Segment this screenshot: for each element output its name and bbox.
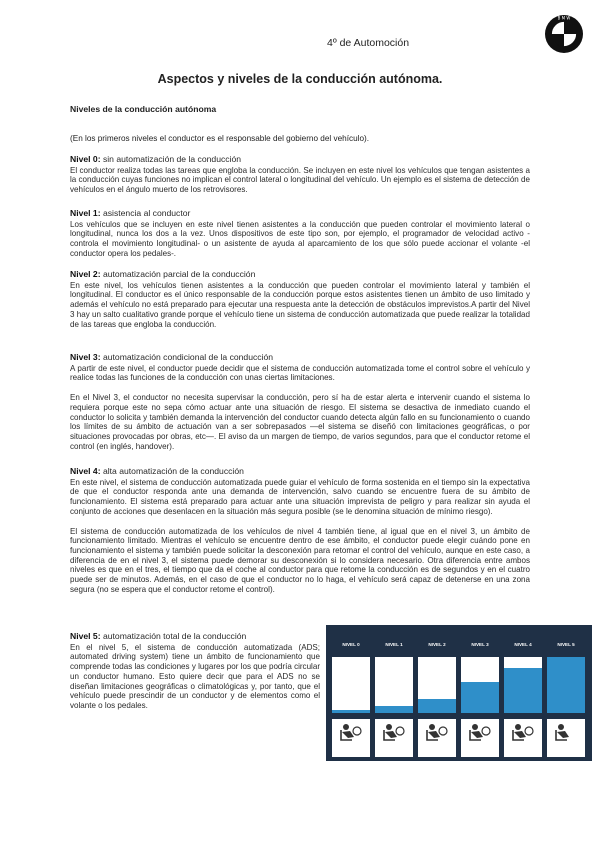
figure-level-fill xyxy=(418,699,456,713)
level-heading: Nivel 4: alta automatización de la conducción xyxy=(70,466,244,476)
level-heading: Nivel 2: automatización parcial de la conducción xyxy=(70,269,256,279)
figure-driver-tile xyxy=(547,719,585,757)
figure-level-label: NIVEL 0 xyxy=(342,642,360,647)
figure-level-fill xyxy=(375,706,413,713)
figure-level-bar xyxy=(461,657,499,713)
level-paragraph: A partir de este nivel, el conductor puede decidir que el sistema de conducción automatizada tome el control sobre el vehículo y realice todas las funciones de la conducción con unas ciertas limitaciones. xyxy=(70,363,530,383)
svg-text:B M W: B M W xyxy=(557,15,571,21)
figure-level-bar xyxy=(418,657,456,713)
figure-level-bar xyxy=(547,657,585,713)
level-paragraph: El sistema de conducción automatizada de los vehículos de nivel 4 también tiene, al igual que en el nivel 3, un ámbito de funcionamiento limitado. Mientras el vehículo se encuentre dentro de ese ámbito, el conductor puede elegir cuándo pone en funcionamiento el sistema y también puede solicitar la desconexión para retomar el control del vehículo, aunque en este caso, a diferencia de en el nivel 3, el sistema puede demorar su desconexión si lo considera necesario. Otra diferencia entre ambos niveles es que en el tres, el tiempo que da el coche al conductor para que retome la conducción es de segundos y en el cuatro puede ser de minutos. Además, en el caso de que el conductor no lo haga, el vehículo será capaz de detenerse en una zona segura (no se espera que el conductor retome el control). xyxy=(70,526,530,594)
level-paragraph: En el Nivel 3, el conductor no necesita supervisar la conducción, pero sí ha de estar alerta e intervenir cuando el sistema lo requiera porque este no sepa cómo actuar ante una situación de riesgo. El sistema se desactiva de inmediato cuando el conductor lo solicita y también demanda la intervención del conductor cuando detecta algún fallo en su funcionamiento o cuando los límites de su ámbito de actuación van a ser sobrepasados —el sistema se diseñó con limitaciones geográficas, o por situaciones provocadas por obras, etc—. El aviso da un margen de tiempo, de varios segundos, para que el conductor retome el control (en inglés, handover). xyxy=(70,393,530,451)
driver-seat-icon xyxy=(375,719,413,745)
figure-level-fill xyxy=(547,657,585,713)
driver-seat-icon xyxy=(504,719,542,745)
level-paragraph: Los vehículos que se incluyen en este nivel tienen asistentes a la conducción que pueden controlar el movimiento lateral o longitudinal, nunca los dos a la vez. Unos dispositivos de este tipo son, por ejemplo, el programador de velocidad activo -controla el movimiento longitudinal- o un asistente de ayuda al aparcamiento de los que sólo puede accionar el volante -el conductor opera los pedales-. xyxy=(70,219,530,258)
bmw-logo-icon xyxy=(544,14,584,54)
level-heading: Nivel 5: automatización total de la conducción xyxy=(70,631,247,641)
level-paragraph: En este nivel, el sistema de conducción automatizada puede guiar el vehículo de forma sostenida en el tiempo sin la expectativa de que el conductor responda ante una demanda de intervención, salvo cuando se encuentre fuera de su ámbito de funcionamiento. El sistema está preparado para actuar ante una situación imprevista de peligro y para realizar sin ayuda el conjunto de acciones que desenlacen en la situación más segura posible (se le denomina situación de mínimo riesgo). xyxy=(70,477,530,516)
figure-level-bar xyxy=(375,657,413,713)
figure-driver-tile xyxy=(375,719,413,757)
level-heading: Nivel 1: asistencia al conductor xyxy=(70,208,191,218)
figure-level-fill xyxy=(332,710,370,713)
driver-seat-icon xyxy=(461,719,499,745)
driver-seat-icon xyxy=(418,719,456,745)
level-4-section xyxy=(70,467,530,594)
figure-driver-tile xyxy=(332,719,370,757)
figure-driver-tile xyxy=(461,719,499,757)
level-heading: Nivel 3: automatización condicional de la conducción xyxy=(70,352,274,362)
figure-level-bar xyxy=(332,657,370,713)
driver-seat-icon xyxy=(332,719,370,745)
automation-levels-figure xyxy=(326,625,592,761)
course-header: 4º de Automoción xyxy=(327,37,410,49)
level-0-section xyxy=(70,155,530,195)
level-paragraph: En este nivel, los vehículos tienen asistentes a la conducción que pueden controlar el movimiento lateral y también el longitudinal. El conductor es el único responsable de la conducción porque estos asistentes tienen un ámbito de uso limitado y además el vehículo no está preparado para ejecutar una respuesta ante la detección de obstáculos imprevistos.A partir del Nivel 3 hay un salto cualitativo grande porque el vehículo tiene un sistema de conducción automatizada que puede realizar la totalidad de las tareas que engloba la conducción. xyxy=(70,280,530,329)
figure-driver-tile xyxy=(504,719,542,757)
figure-driver-tile xyxy=(418,719,456,757)
figure-level-label: NIVEL 4 xyxy=(514,642,532,647)
figure-level-bar xyxy=(504,657,542,713)
level-5-section xyxy=(70,632,320,711)
page-title: Aspectos y niveles de la conducción autónoma. xyxy=(157,72,443,86)
figure-level-label: NIVEL 1 xyxy=(385,642,403,647)
intro-note: (En los primeros niveles el conductor es el responsable del gobierno del vehículo). xyxy=(70,134,370,143)
figure-level-label: NIVEL 3 xyxy=(471,642,489,647)
driver-seat-icon xyxy=(547,719,585,745)
figure-level-fill xyxy=(504,668,542,713)
level-paragraph: En el nivel 5, el sistema de conducción automatizada (ADS; automated driving system) tiene un ámbito de funcionamiento que comprende todas las condiciones y lugares por los que podría circular un conductor humano. Esto quiere decir que para el ADS no se diseñan limitaciones geográficas o climatológicas y, por tanto, que el vehículo puede prescindir de un conductor y de elementos como el volante o los pedales. xyxy=(70,642,320,710)
level-1-section xyxy=(70,209,530,259)
figure-level-label: NIVEL 2 xyxy=(428,642,446,647)
figure-level-label: NIVEL 5 xyxy=(557,642,575,647)
level-2-section xyxy=(70,270,530,329)
level-heading: Nivel 0: sin automatización de la conducción xyxy=(70,154,242,164)
level-paragraph: El conductor realiza todas las tareas que engloba la conducción. Se incluyen en este nivel los vehículos que tengan asistentes a la conducción cuyas funciones no implican el control lateral o longitudinal del vehículo. Un ejemplo es el sistema de detección de vehículos en el ángulo muerto de los retrovisores. xyxy=(70,165,530,195)
level-3-section xyxy=(70,353,530,451)
section-subtitle: Niveles de la conducción autónoma xyxy=(70,104,217,114)
figure-level-fill xyxy=(461,682,499,713)
